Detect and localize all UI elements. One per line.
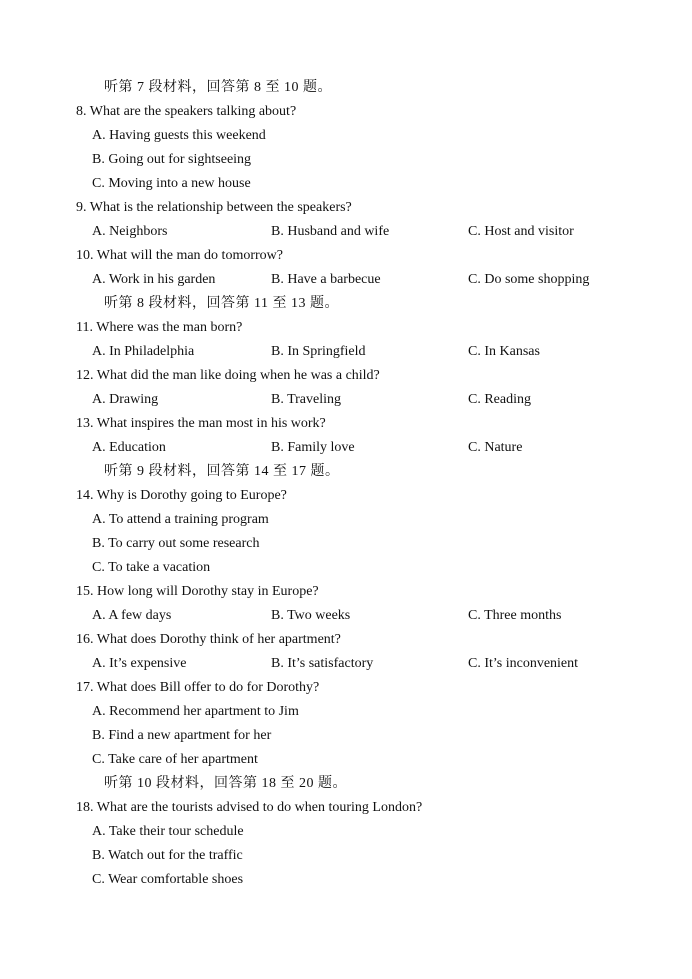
question-17: 17. What does Bill offer to do for Dorothy? bbox=[76, 680, 320, 695]
option-18c: C. Wear comfortable shoes bbox=[92, 872, 244, 887]
option-11b: B. In Springfield bbox=[271, 344, 366, 359]
option-12a: A. Drawing bbox=[92, 392, 159, 407]
options-row-13 bbox=[0, 436, 692, 460]
options-row-16 bbox=[0, 652, 692, 676]
option-17a: A. Recommend her apartment to Jim bbox=[92, 704, 299, 719]
options-row-9 bbox=[0, 220, 692, 244]
option-8b: B. Going out for sightseeing bbox=[92, 152, 252, 167]
option-8c: C. Moving into a new house bbox=[92, 176, 251, 191]
document-page bbox=[0, 76, 692, 892]
option-13c: C. Nature bbox=[468, 440, 523, 455]
option-14c: C. To take a vacation bbox=[92, 560, 211, 575]
option-13b: B. Family love bbox=[271, 440, 355, 455]
option-14b: B. To carry out some research bbox=[92, 536, 260, 551]
question-11: 11. Where was the man born? bbox=[76, 320, 243, 335]
option-10a: A. Work in his garden bbox=[92, 272, 216, 287]
options-row-12 bbox=[0, 388, 692, 412]
question-8: 8. What are the speakers talking about? bbox=[76, 104, 297, 119]
option-10c: C. Do some shopping bbox=[468, 272, 590, 287]
option-15a: A. A few days bbox=[92, 608, 172, 623]
section-heading: 听第 7 段材料，回答第 8 至 10 题。 bbox=[104, 80, 332, 95]
option-18b: B. Watch out for the traffic bbox=[92, 848, 243, 863]
option-18a: A. Take their tour schedule bbox=[92, 824, 244, 839]
option-9b: B. Husband and wife bbox=[271, 224, 390, 239]
option-9c: C. Host and visitor bbox=[468, 224, 574, 239]
option-16a: A. It’s expensive bbox=[92, 656, 187, 671]
question-18: 18. What are the tourists advised to do when touring London? bbox=[76, 800, 423, 815]
option-12c: C. Reading bbox=[468, 392, 531, 407]
option-15b: B. Two weeks bbox=[271, 608, 351, 623]
question-12: 12. What did the man like doing when he was a child? bbox=[76, 368, 380, 383]
options-row-10 bbox=[0, 268, 692, 292]
option-13a: A. Education bbox=[92, 440, 166, 455]
options-row-11 bbox=[0, 340, 692, 364]
option-9a: A. Neighbors bbox=[92, 224, 168, 239]
section-heading: 听第 10 段材料，回答第 18 至 20 题。 bbox=[104, 776, 347, 791]
option-17b: B. Find a new apartment for her bbox=[92, 728, 272, 743]
section-heading: 听第 9 段材料，回答第 14 至 17 题。 bbox=[104, 464, 340, 479]
option-12b: B. Traveling bbox=[271, 392, 342, 407]
question-10: 10. What will the man do tomorrow? bbox=[76, 248, 283, 263]
option-16c: C. It’s inconvenient bbox=[468, 656, 579, 671]
option-14a: A. To attend a training program bbox=[92, 512, 269, 527]
option-16b: B. It’s satisfactory bbox=[271, 656, 374, 671]
option-11c: C. In Kansas bbox=[468, 344, 540, 359]
options-row-15 bbox=[0, 604, 692, 628]
question-9: 9. What is the relationship between the speakers? bbox=[76, 200, 352, 215]
option-17c: C. Take care of her apartment bbox=[92, 752, 258, 767]
option-11a: A. In Philadelphia bbox=[92, 344, 195, 359]
option-15c: C. Three months bbox=[468, 608, 562, 623]
option-8a: A. Having guests this weekend bbox=[92, 128, 266, 143]
question-16: 16. What does Dorothy think of her apartment? bbox=[76, 632, 341, 647]
option-10b: B. Have a barbecue bbox=[271, 272, 381, 287]
question-15: 15. How long will Dorothy stay in Europe? bbox=[76, 584, 319, 599]
question-13: 13. What inspires the man most in his work? bbox=[76, 416, 326, 431]
section-heading: 听第 8 段材料，回答第 11 至 13 题。 bbox=[104, 296, 339, 311]
question-14: 14. Why is Dorothy going to Europe? bbox=[76, 488, 287, 503]
